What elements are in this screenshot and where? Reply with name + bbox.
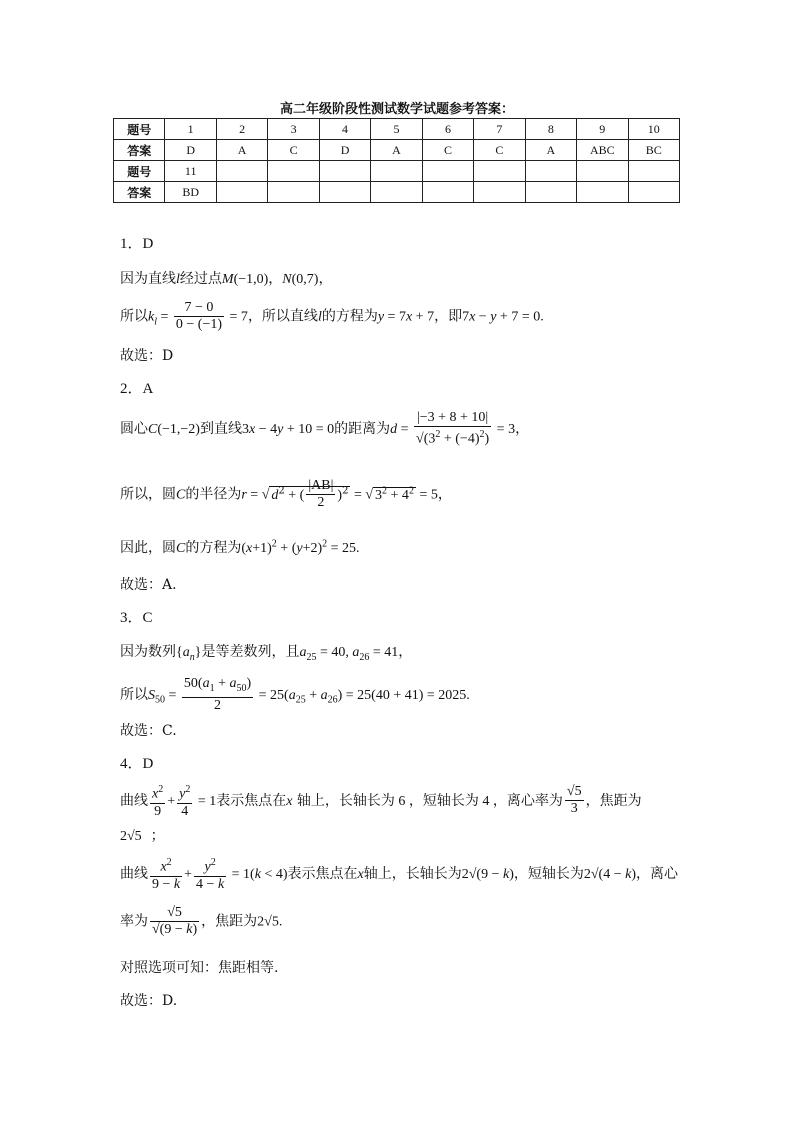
table-cell: C — [422, 140, 473, 161]
table-cell — [422, 161, 473, 182]
solution-3-heading: 3．C — [120, 610, 153, 626]
table-cell: 9 — [577, 119, 628, 140]
table-cell — [319, 182, 370, 203]
table-cell: ABC — [577, 140, 628, 161]
table-cell — [628, 161, 679, 182]
page-title: 高二年级阶段性测试数学试题参考答案： — [279, 102, 514, 117]
table-cell: 6 — [422, 119, 473, 140]
table-cell — [525, 182, 576, 203]
table-cell: 4 — [319, 119, 370, 140]
table-cell: 1 — [165, 119, 216, 140]
answer-row — [114, 182, 680, 203]
question-number-row — [114, 161, 680, 182]
table-cell: C — [474, 140, 525, 161]
solution-3-conclusion: 故选：C. — [120, 723, 177, 739]
solution-4-line-3: 曲线 $\frac{x^2}{9 - k}$ + $\frac{y^2}{4 - k}$ = 1(k < 4)表示焦点在x轴上，长轴长为2√(9 − k)，短轴长为2√(4 − k)，离心 — [120, 857, 678, 892]
table-row-label: 题号 — [114, 161, 165, 182]
table-cell — [268, 182, 319, 203]
solution-4-heading: 4．D — [120, 756, 154, 772]
answer-table — [113, 118, 680, 203]
table-cell: BD — [165, 182, 216, 203]
table-row-label: 答案 — [114, 140, 165, 161]
table-cell: A — [371, 140, 422, 161]
table-cell — [525, 161, 576, 182]
table-cell: 2 — [216, 119, 267, 140]
table-cell: BC — [628, 140, 679, 161]
question-number-row — [114, 119, 680, 140]
solution-1-heading: 1．D — [120, 236, 154, 252]
solution-4-note: 对照选项可知：焦距相等. — [120, 960, 279, 976]
solution-4-line-4: 率为 $\frac{√5}{√(9 - k)}$ ，焦距为2√5. — [120, 905, 283, 937]
solution-4-conclusion: 故选：D. — [120, 993, 178, 1009]
table-cell — [319, 161, 370, 182]
table-cell: 5 — [371, 119, 422, 140]
table-cell: D — [165, 140, 216, 161]
table-cell — [577, 182, 628, 203]
table-cell — [268, 161, 319, 182]
table-cell — [474, 182, 525, 203]
table-cell: 3 — [268, 119, 319, 140]
table-cell: 8 — [525, 119, 576, 140]
table-cell — [216, 161, 267, 182]
solution-1-conclusion: 故选：D — [120, 348, 174, 364]
solution-4-line-2: 2√5 ； — [120, 828, 165, 844]
table-cell: C — [268, 140, 319, 161]
table-cell — [422, 182, 473, 203]
table-cell: A — [216, 140, 267, 161]
solution-1-line-2: 所以$k_l$ = $\frac{7 - 0}{0 - (-1)}$ = 7，所以直线l的方程为y = 7x + 7，即7x − y + 7 = 0. — [120, 300, 544, 332]
table-cell: D — [319, 140, 370, 161]
table-cell: 11 — [165, 161, 216, 182]
table-cell — [216, 182, 267, 203]
answer-row — [114, 140, 680, 161]
solution-2-heading: 2．A — [120, 381, 154, 397]
table-cell — [371, 182, 422, 203]
table-cell — [577, 161, 628, 182]
solution-2-line-2: 所以，圆C的半径为r = √ $d^2$ + ( $\frac{|AB|}{2}$ )$^2$ = √ $3^2 + 4^2 = 5$， — [120, 478, 452, 510]
table-cell: A — [525, 140, 576, 161]
table-cell — [371, 161, 422, 182]
solution-2-line-3: 因此，圆C的方程为$(x+1)^2 + (y+2)^2 = 25$. — [120, 538, 360, 556]
table-row-label: 答案 — [114, 182, 165, 203]
solution-4-line-1: 曲线 $\frac{x^2}{9}$ + $\frac{y^2}{4}$ = 1表示焦点在x 轴上，长轴长为 6 ，短轴长为 4 ，离心率为 $\frac{√5}{3}$ ，焦距为 — [120, 784, 642, 819]
table-cell: 10 — [628, 119, 679, 140]
table-row-label: 题号 — [114, 119, 165, 140]
solution-3-line-2: 所以$S_{50}$ = $\frac{50(a_1 + a_{50})}{2}$ = $25(a_{25} + a_{26}) = 25(40 + 41) = 2025$. — [120, 676, 470, 713]
table-cell: 7 — [474, 119, 525, 140]
solution-2-conclusion: 故选：A. — [120, 577, 177, 593]
solution-3-line-1: 因为数列$\{a_n\}$是等差数列，且$a_{25} = 40$, $a_{26} = 41$， — [120, 644, 413, 663]
table-cell — [474, 161, 525, 182]
table-cell — [628, 182, 679, 203]
solution-2-line-1: 圆心C(−1,−2)到直线3x − 4y + 10 = 0的距离为d = $\frac{|-3 + 8 + 10|}{√(3^2 + (-4)^2)}$ = 3， — [120, 410, 530, 447]
solution-1-line-1: 因为直线l经过点M(−1,0)，N(0,7)， — [120, 271, 333, 287]
